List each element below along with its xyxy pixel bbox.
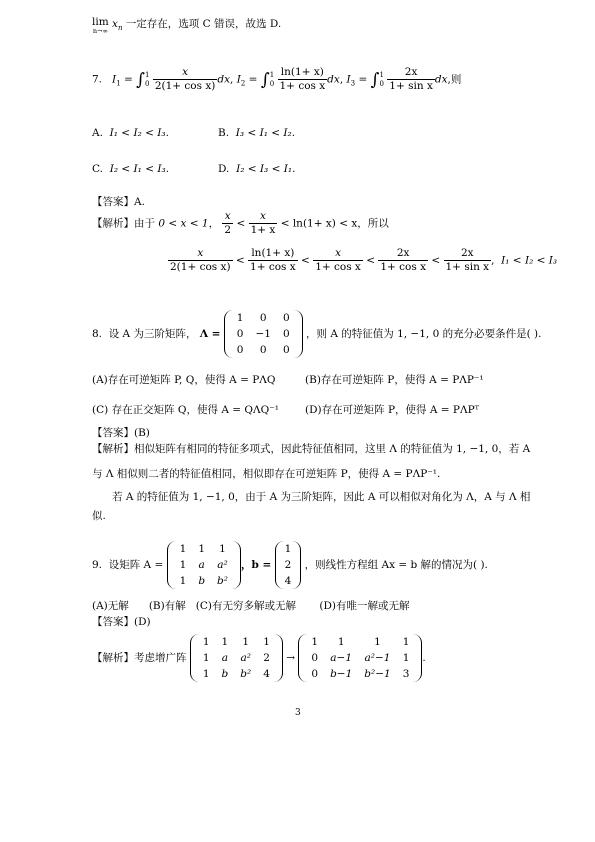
arrow-icon: → xyxy=(286,652,296,664)
q9-statement: 9. 设矩阵 A = 1 1 1 1 a a² 1 b b² ，b = 1 2 4 ，则线性方程组 Ax = b 解的情况为( ). xyxy=(92,543,488,587)
i1-fraction: $\frac{x}{\text{2(1+ cos x)}}$ xyxy=(154,66,216,92)
chain-term: $\frac{x}{\text{1+ cos x}}$ xyxy=(315,247,361,273)
q7-statement: 7. $I_1$ = ∫ 1 0 $\frac{x}{\text{2(1+ cos x)}}$ dx, $I_2$ = ∫ 1 0 $\frac{\ln(1+ x)}{\text{1+ cos x}}$ dx, $I_3$ = ∫ 1 0 $\frac{2x}{\text{1+ sin x}}$ dx,则 xyxy=(92,66,462,92)
integral-sign: ∫ xyxy=(136,69,146,90)
i2-fraction: $\frac{\ln(1+ x)}{\text{1+ cos x}}$ xyxy=(279,66,326,92)
q9-answer: 【答案】(D) xyxy=(92,616,151,628)
q8-analysis-line4: 似. xyxy=(92,510,106,522)
chain-result: I₁ < I₂ < I₃ xyxy=(501,254,558,267)
q8-option-d: (D)存在可逆矩阵 P，使得 A = PΛPᵀ xyxy=(305,404,480,416)
q7-option-a: A. I₁ < I₂ < I₃. xyxy=(92,127,169,139)
q9-options: (A)无解 (B)有解 (C)有无穷多解或无解 (D)有唯一解或无解 xyxy=(92,600,410,612)
matrix-a: 1 1 1 1 a a² 1 b b² xyxy=(167,541,241,589)
q7-number: 7. xyxy=(92,73,103,86)
q8-answer: 【答案】(B) xyxy=(92,427,150,439)
q8-analysis-line3: 若 A 的特征值为 1, −1, 0，由于 A 为三阶矩阵，因此 A 可以相似对角化为 Λ，A 与 Λ 相 xyxy=(112,491,531,503)
header-line: lim n→∞ $x_n$ 一定存在，选项 C 错误，故选 D. xyxy=(92,16,282,35)
q7-analysis: 【解析】由于 0 < x < 1， $\frac{x}{2}$ < $\frac{x}{1+ x}$ < ln(1+ x) < x，所以 xyxy=(92,210,389,236)
q7-answer: 【答案】A. xyxy=(92,196,145,208)
page-number: 3 xyxy=(295,708,301,718)
chain-term: $\frac{\ln(1+ x)}{\text{1+ cos x}}$ xyxy=(250,247,296,273)
q7-option-b: B. I₃ < I₁ < I₂. xyxy=(218,127,296,139)
i3-fraction: $\frac{2x}{\text{1+ sin x}}$ xyxy=(389,66,433,92)
q8-option-a: (A)存在可逆矩阵 P, Q，使得 A = PΛQ xyxy=(92,374,276,386)
q8-option-c: (C) 存在正交矩阵 Q，使得 A = QΛQ⁻¹ xyxy=(92,404,279,416)
lambda-matrix: 1 0 0 0 −1 0 0 0 0 xyxy=(224,310,303,358)
reduced-matrix: 1 1 1 1 0 a−1 a²−1 1 0 b−1 b²−1 3 xyxy=(298,634,422,682)
chain-term: $\frac{2x}{\text{1+ sin x}}$ xyxy=(445,247,490,273)
q8-analysis-line2: 与 Λ 相似则二者的特征值相同，相似即存在可逆矩阵 P，使得 A = PΛP⁻¹. xyxy=(92,468,441,480)
sequence-symbol: x xyxy=(112,18,118,30)
chain-term: $\frac{2x}{\text{1+ cos x}}$ xyxy=(380,247,427,273)
header-text: 一定存在，选项 C 错误，故选 D. xyxy=(125,18,282,30)
q7-inequality-chain: $\frac{x}{\text{2(1+ cos x)}}$ < $\frac{\ln(1+ x)}{\text{1+ cos x}}$ < $\frac{x}{\text{1+ cos x}}$ < $\frac{2x}{\text{1+ cos x}}$ < $\frac{2x}{\text{1+ sin x}}$ , I₁ < I₂ < I₃ xyxy=(170,247,558,273)
q8-analysis-line1: 【解析】相似矩阵有相同的特征多项式，因此特征值相同，这里 Λ 的特征值为 1, −1, 0，若 A xyxy=(92,443,531,455)
vector-b: 1 2 4 xyxy=(275,541,302,589)
q8-option-b: (B)存在可逆矩阵 P，使得 A = PΛP⁻¹ xyxy=(305,374,484,386)
chain-term: $\frac{x}{\text{2(1+ cos x)}}$ xyxy=(170,247,231,273)
q8-statement: 8. 设 A 为三阶矩阵， Λ = 1 0 0 0 −1 0 0 0 0 ，则 A 的特征值为 1, −1, 0 的充分必要条件是( ). xyxy=(92,312,542,356)
q7-option-d: D. I₂ < I₃ < I₁. xyxy=(218,163,296,175)
q7-option-c: C. I₂ < I₁ < I₃. xyxy=(92,163,170,175)
augmented-matrix: 1 1 1 1 1 a a² 2 1 b b² 4 xyxy=(190,634,283,682)
limit-expression: lim n→∞ xyxy=(92,16,109,35)
q9-analysis: 【解析】考虑增广阵 1 1 1 1 1 a a² 2 1 b b² 4 → 1 1 1 1 0 a−1 a²−1 1 0 b−1 b²−1 3 . xyxy=(92,636,426,680)
